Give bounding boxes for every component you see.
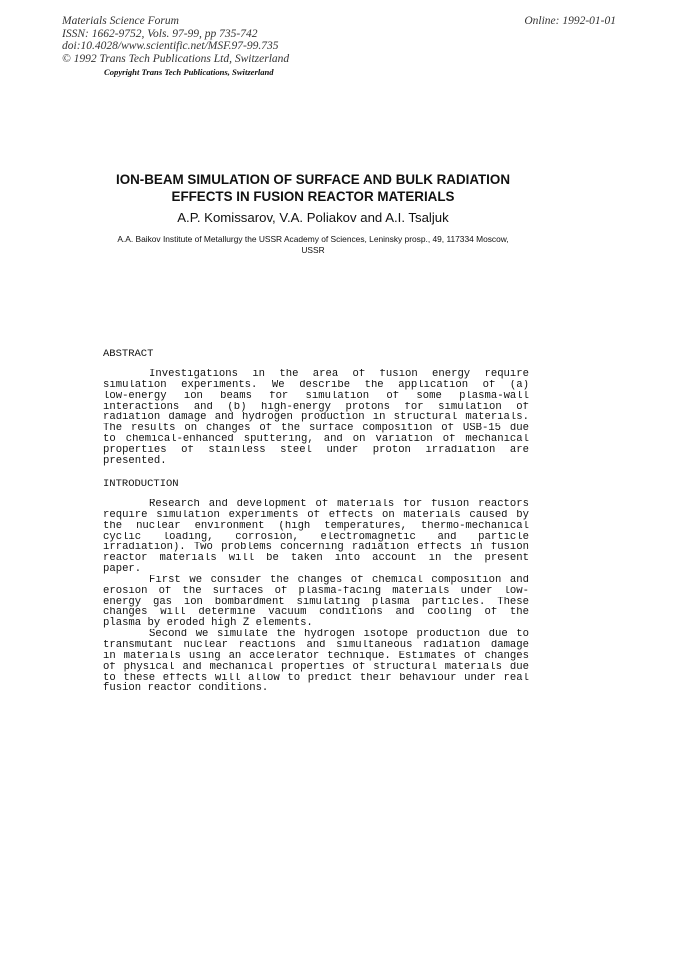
text-line: simulation experiments. We describe the application of (a) <box>103 379 529 391</box>
text-line: irradiation). Two problems concerning radiation effects in fusion <box>103 542 529 554</box>
issn-line: ISSN: 1662-9752, Vols. 97-99, pp 735-742 <box>62 27 258 40</box>
text-line: in materials using an accelerator technique. Estimates of changes <box>103 650 529 662</box>
text-line: to chemical-enhanced sputtering, and on variation of mechanical <box>103 434 529 445</box>
text-line: reactor materials will be taken into account in the present <box>103 553 529 565</box>
text-line: erosion of the surfaces of plasma-facing materials under low- <box>103 585 529 597</box>
affiliation <box>0 234 626 255</box>
text-line: Research and development of materials for fusion reactors <box>149 499 529 510</box>
text-line: Investigations in the area of fusion energy require <box>149 369 529 380</box>
text-line: fusion reactor conditions. <box>103 682 269 695</box>
publication-info <box>62 15 482 65</box>
journal-name: Materials Science Forum <box>62 15 179 27</box>
introduction-text <box>103 499 529 694</box>
text-line: paper. <box>103 563 142 576</box>
copyright-line: © 1992 Trans Tech Publications Ltd, Switzerland <box>62 52 290 65</box>
title-line: EFFECTS IN FUSION REACTOR MATERIALS <box>171 189 455 204</box>
affiliation-line: A.A. Baikov Institute of Metallurgy the USSR Academy of Sciences, Leninsky prosp., 49, 117334 Moscow, <box>117 234 509 244</box>
text-line: low-energy ion beams for simulation of some plasma-wall <box>103 390 529 402</box>
text-line: require simulation experiments of effects on materials caused by <box>103 509 529 521</box>
text-line: Second we simulate the hydrogen isotope production due to <box>149 629 529 640</box>
paper-title <box>0 171 626 205</box>
text-line: properties of stainless steel under proton irradiation are <box>103 444 529 456</box>
text-line: interactions and (b) high-energy protons for simulation of <box>103 401 529 413</box>
introduction-heading: INTRODUCTION <box>103 478 179 490</box>
copyright-notice: Copyright Trans Tech Publications, Switzerland <box>104 67 274 77</box>
text-line: plasma by eroded high Z elements. <box>103 617 313 630</box>
text-line: First we consider the changes of chemical composition and <box>149 574 529 586</box>
text-line: The results on changes of the surface composition of USB-15 due <box>103 423 529 435</box>
text-line: radiation damage and hydrogen production in structural materials. <box>103 412 529 424</box>
text-line: changes will determine vacuum conditions and cooling of the <box>103 607 529 619</box>
text-line: the nuclear environment (high temperatures, thermo-mechanical <box>103 520 529 532</box>
text-line: cyclic loading, corrosion, electromagnetic and particle <box>103 531 529 543</box>
authors: A.P. Komissarov, V.A. Poliakov and A.I. Tsaljuk <box>177 210 449 225</box>
text-line: energy gas ion bombardment simulating plasma particles. These <box>103 596 529 608</box>
text-line: to these effects will allow to predict their behaviour under real <box>103 672 529 684</box>
affiliation-line: USSR <box>301 244 325 255</box>
online-date: Online: 1992-01-01 <box>524 15 616 27</box>
title-line: ION-BEAM SIMULATION OF SURFACE AND BULK RADIATION <box>115 172 510 187</box>
doi-line: doi:10.4028/www.scientific.net/MSF.97-99.735 <box>62 40 279 53</box>
text-line: of physical and mechanical properties of structural materials due <box>103 661 529 673</box>
abstract-heading: ABSTRACT <box>103 348 154 360</box>
text-line: transmutant nuclear reactions and simultaneous radiation damage <box>103 639 529 651</box>
text-line: presented. <box>103 454 167 467</box>
abstract-text <box>103 369 529 467</box>
